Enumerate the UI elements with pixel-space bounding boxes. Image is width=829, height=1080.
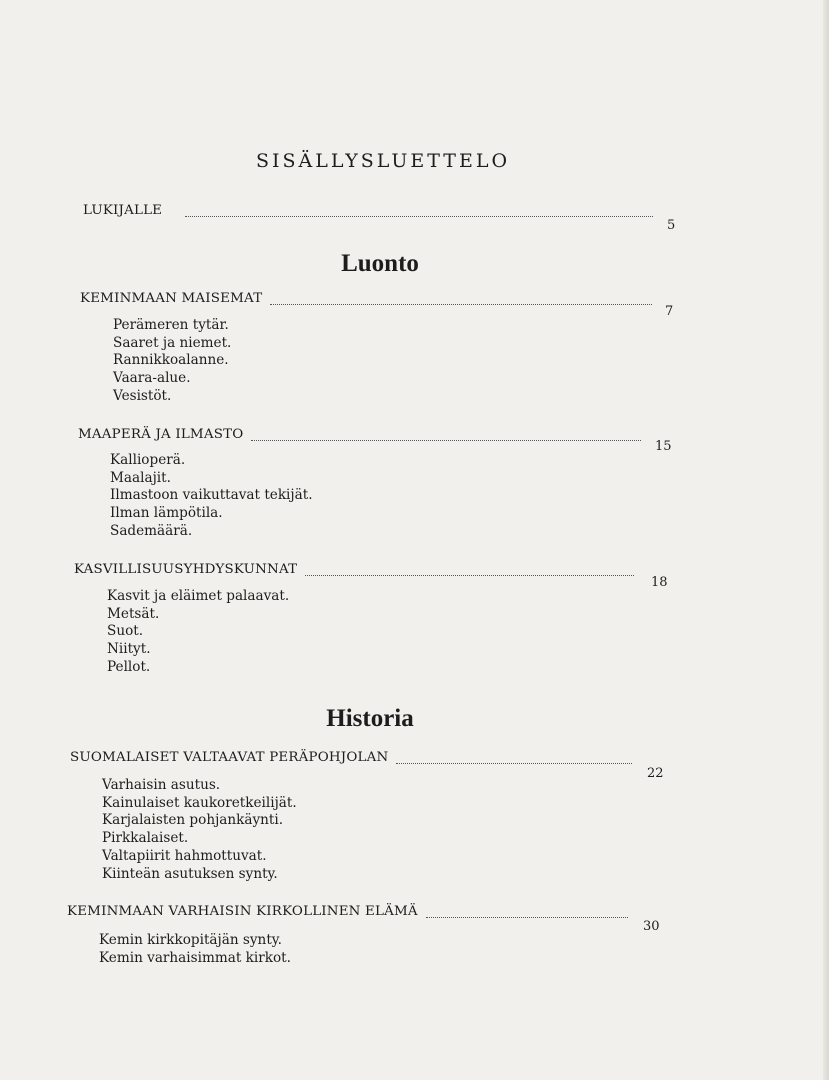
toc-entry[interactable] <box>70 750 388 765</box>
dot-leader <box>396 763 632 764</box>
subsection-item[interactable]: Ilmastoon vaikuttavat tekijät. <box>110 487 313 504</box>
toc-entry[interactable] <box>80 291 262 306</box>
subsection-item[interactable]: Vesistöt. <box>113 387 172 404</box>
subsection-list <box>107 588 289 677</box>
subsection-item[interactable]: Rannikkoalanne. <box>113 352 229 369</box>
dot-leader <box>185 216 653 217</box>
subsection-item[interactable]: Vaara-alue. <box>113 370 191 387</box>
toc-entry-label: KEMINMAAN MAISEMAT <box>80 291 263 306</box>
subsection-item[interactable]: Kallioperä. <box>110 452 186 468</box>
subsection-item[interactable]: Valtapiirit hahmottuvat. <box>102 847 267 864</box>
subsection-item[interactable]: Saaret ja niemet. <box>113 334 232 351</box>
toc-entry-label: MAAPERÄ JA ILMASTO <box>78 427 244 442</box>
toc-entry-intro[interactable] <box>83 203 162 218</box>
subsection-item[interactable]: Kainulaiset kaukoretkeilijät. <box>102 794 297 811</box>
toc-title: SISÄLLYSLUETTELO <box>255 150 511 172</box>
dot-leader <box>270 304 652 305</box>
toc-entry-label: KEMINMAAN VARHAISIN KIRKOLLINEN ELÄMÄ <box>67 904 418 919</box>
subsection-item[interactable]: Kiinteän asutuksen synty. <box>102 865 278 882</box>
subsection-item[interactable]: Suot. <box>107 623 144 640</box>
subsection-list <box>110 452 313 541</box>
subsection-item[interactable]: Kemin varhaisimmat kirkot. <box>99 949 291 966</box>
toc-page-number: 15 <box>655 439 672 454</box>
dot-leader <box>305 575 634 576</box>
dot-leader <box>426 917 628 918</box>
toc-entry-label: KASVILLISUUSYHDYSKUNNAT <box>74 562 298 577</box>
subsection-item[interactable]: Sademäärä. <box>110 522 193 539</box>
subsection-item[interactable]: Karjalaisten pohjankäynti. <box>102 812 284 829</box>
subsection-item[interactable]: Kemin kirkkopitäjän synty. <box>99 932 282 948</box>
toc-entry-label: SUOMALAISET VALTAAVAT PERÄPOHJOLAN <box>70 750 389 765</box>
subsection-item[interactable]: Metsät. <box>107 605 160 622</box>
toc-page-number: 7 <box>665 304 674 319</box>
subsection-item[interactable]: Pirkkalaiset. <box>102 830 189 847</box>
toc-entry-label: LUKIJALLE <box>83 203 163 218</box>
subsection-list <box>102 777 297 883</box>
subsection-item[interactable]: Kasvit ja eläimet palaavat. <box>107 588 290 604</box>
subsection-item[interactable]: Varhaisin asutus. <box>102 777 221 793</box>
part-heading: Historia <box>326 705 414 732</box>
part-heading: Luonto <box>341 250 419 277</box>
toc-entry[interactable] <box>78 427 243 442</box>
subsection-item[interactable]: Perämeren tytär. <box>113 317 229 333</box>
toc-page-number: 5 <box>667 218 676 233</box>
page-edge-shadow <box>823 0 829 1080</box>
dot-leader <box>251 440 641 441</box>
toc-entry[interactable] <box>67 904 418 919</box>
subsection-list <box>99 932 291 967</box>
subsection-item[interactable]: Ilman lämpötila. <box>110 505 223 522</box>
toc-page-number: 22 <box>647 766 664 781</box>
subsection-list <box>113 317 231 406</box>
subsection-item[interactable]: Maalajit. <box>110 469 171 486</box>
toc-page-number: 18 <box>651 575 668 590</box>
toc-page-number: 30 <box>643 919 660 934</box>
subsection-item[interactable]: Pellot. <box>107 658 151 675</box>
toc-entry[interactable] <box>74 562 297 577</box>
subsection-item[interactable]: Niityt. <box>107 641 151 658</box>
